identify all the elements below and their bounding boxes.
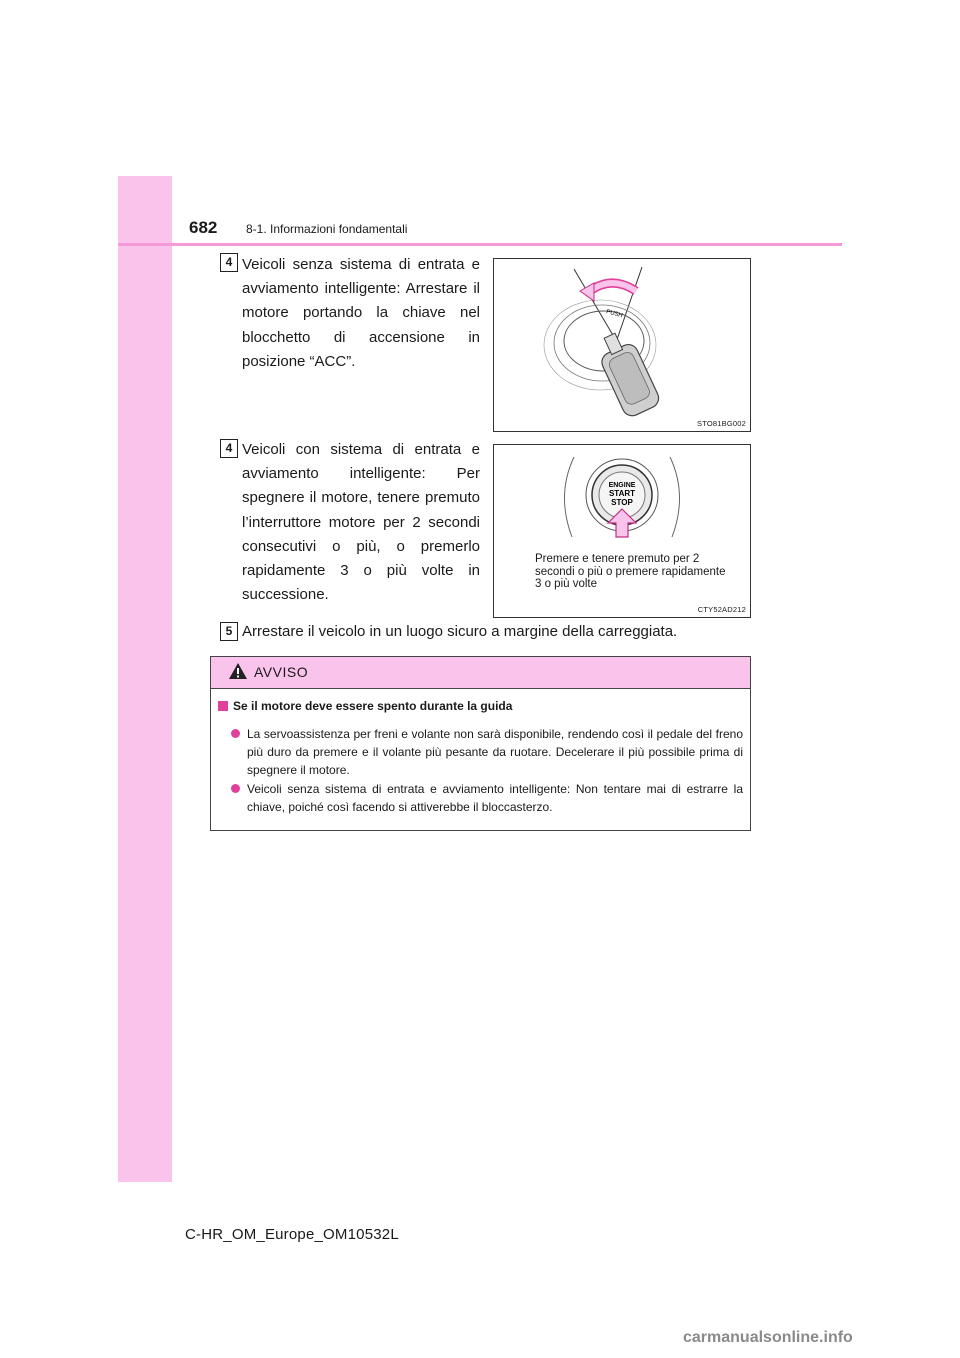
warning-item (231, 725, 743, 779)
warning-title: AVVISO (254, 664, 309, 680)
figure-caption: Premere e tenere premuto per 2 secondi o più o premere rapidamente 3 o più volte (535, 553, 726, 590)
start-label: START (608, 489, 636, 498)
page-number: 682 (189, 218, 218, 237)
engine-label: ENGINE (608, 482, 636, 489)
step-marker: 4 (220, 439, 238, 458)
warning-item (231, 780, 743, 816)
figure-code: STO81BG002 (697, 419, 746, 428)
step-marker: 4 (220, 253, 238, 272)
warning-header (211, 657, 750, 689)
ignition-key-figure (493, 258, 751, 432)
warning-box (210, 656, 751, 831)
engine-switch-figure (493, 444, 751, 618)
push-label: PUSH (605, 309, 624, 320)
step-marker: 5 (220, 622, 238, 641)
square-bullet-icon (218, 701, 228, 711)
warning-heading-text: Se il motore deve essere spento durante la guida (233, 699, 513, 713)
step-text: Veicoli con sistema di entrata e avviamento intelligente: Per spegnere il motore, tenere premuto l’interruttore motore per 2 secondi consecutivi o più, o premerlo rapidamente 3 o più volte in successione. (242, 441, 480, 604)
side-tab-strip (118, 176, 172, 1182)
section-title: 8-1. Informazioni fondamentali (246, 222, 408, 236)
stop-label: STOP (611, 498, 633, 507)
step-text: Arrestare il veicolo in un luogo sicuro a margine della carreggiata. (242, 623, 678, 640)
bullet-icon (231, 729, 240, 738)
header-divider (118, 243, 842, 246)
document-id: C-HR_OM_Europe_OM10532L (185, 1226, 399, 1243)
step-text: Veicoli senza sistema di entrata e avviamento intelligente: Arrestare il motore portando la chiave nel blocchetto di accensione in posizione “ACC”. (242, 256, 480, 370)
figure-code: CTY52AD212 (697, 605, 746, 614)
warning-item-text: La servoassistenza per freni e volante non sarà disponibile, rendendo così il pedale del freno più duro da premere e il volante più pesante da ruotare. Decelerare il più possibile prima di spegnere il motore. (247, 727, 743, 777)
bullet-icon (231, 784, 240, 793)
engine-switch-illustration (494, 445, 750, 553)
warning-icon (228, 662, 248, 680)
watermark: carmanualsonline.info (683, 1329, 853, 1346)
ignition-key-illustration (494, 259, 750, 431)
warning-item-text: Veicoli senza sistema di entrata e avviamento intelligente: Non tentare mai di estrarre la chiave, poiché così facendo si attiverebbe il bloccasterzo. (247, 782, 743, 814)
warning-heading (218, 699, 512, 713)
